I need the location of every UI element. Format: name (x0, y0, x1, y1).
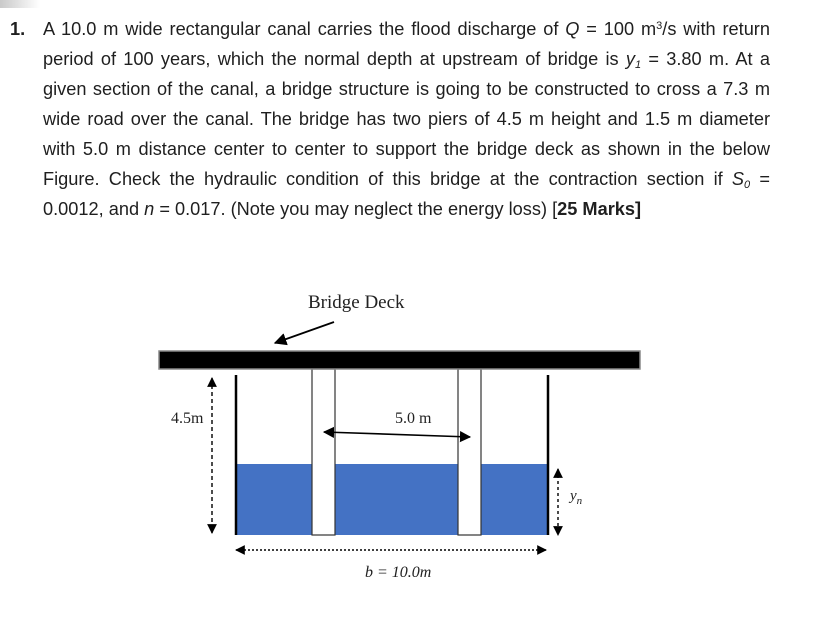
problem-text-segment: = 3.80 m. At a given section of the canal, a bridge structure is going to be constructed to cross a 7.3 m wide road over the canal. The bridge has two piers of 4.5 m height and 1.5 m diameter with 5.0 m distance center to center to support the bridge deck as shown in the below Figure. Check the hydraulic condition of this bridge at the contraction section if (43, 49, 770, 189)
bridge-deck (159, 351, 640, 369)
problem-text-segment: Q (565, 19, 580, 39)
deck-label: Bridge Deck (308, 292, 405, 313)
problem-text-segment: /s with return period of 100 years, which the normal depth at upstream of bridge is (43, 19, 770, 69)
problem-text-segment: 25 Marks] (557, 199, 642, 219)
height-label: 4.5m (171, 410, 204, 427)
spacing-dimension-line (324, 432, 470, 437)
problem-text-segment: 1 (634, 59, 642, 71)
problem-text-segment: 3 (656, 20, 663, 32)
problem-text-segment: = 0.0012, and (43, 169, 770, 219)
problem-text-segment: 0 (744, 179, 751, 191)
problem-text-segment: S (731, 169, 745, 189)
pier-left (312, 369, 335, 535)
pier-right (458, 369, 481, 535)
spacing-label: 5.0 m (395, 410, 432, 427)
problem-text-segment: n (144, 199, 155, 219)
problem-number: 1. (10, 19, 26, 39)
depth-label: $y_n$ (570, 488, 583, 507)
width-label: b = 10.0m (365, 564, 432, 581)
water-region (236, 464, 549, 535)
problem-text-segment: = 0.017. (Note you may neglect the energy loss) [ (154, 199, 558, 219)
deck-pointer-arrow (275, 322, 334, 343)
problem-text-segment: A 10.0 m wide rectangular canal carries the flood discharge of (43, 19, 566, 39)
problem-text-segment: = 100 m (579, 19, 657, 39)
problem-text-segment: y (625, 49, 635, 69)
